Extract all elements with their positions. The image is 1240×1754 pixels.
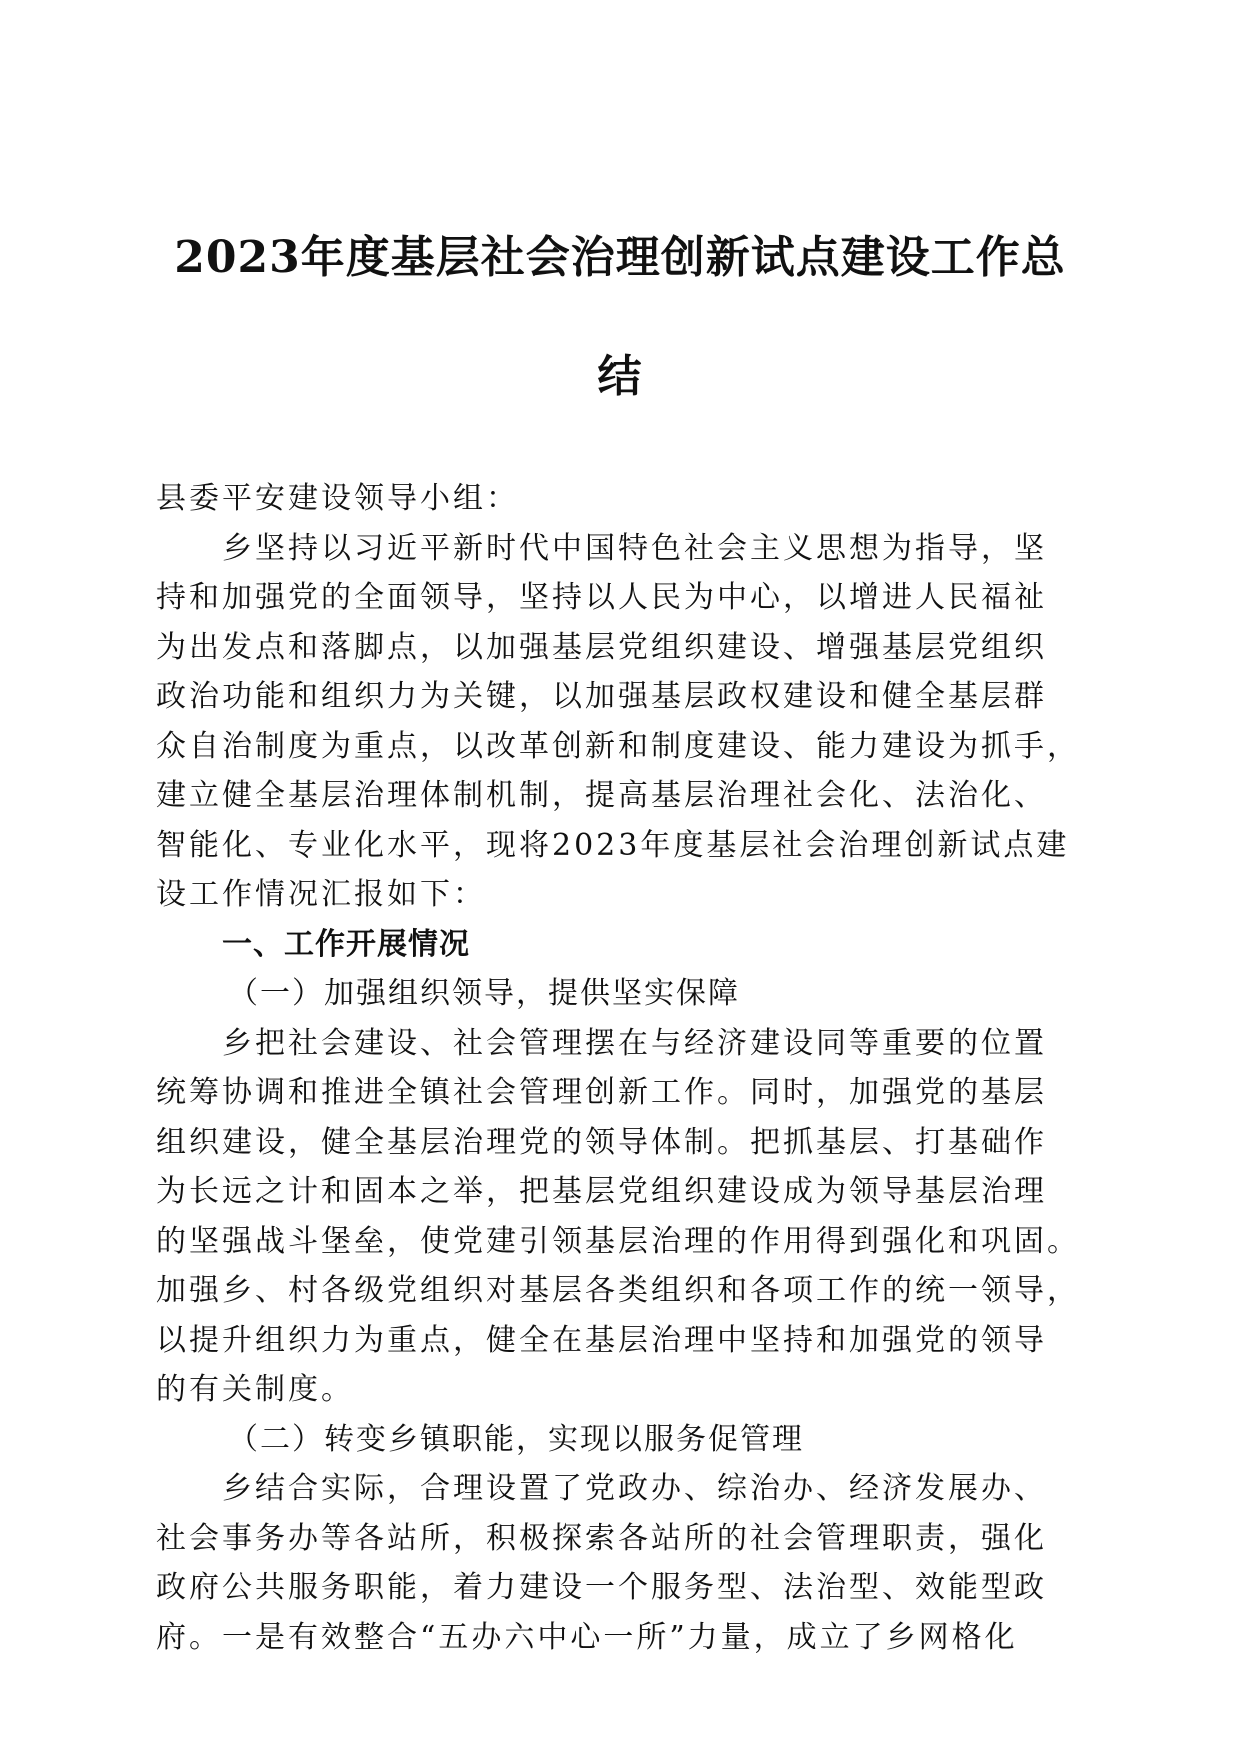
- paragraph-first-line: 乡结合实际，合理设置了党政办、综治办、经济发展办、: [222, 1471, 1047, 1506]
- paragraph-line: 建立健全基层治理体制机制，提高基层治理社会化、法治化、: [156, 778, 1047, 813]
- paragraph-line: 社会事务办等各站所，积极探索各站所的社会管理职责，强化: [156, 1520, 1047, 1556]
- paragraph-line: 持和加强党的全面领导，坚持以人民为中心，以增进人民福祉: [156, 580, 1047, 615]
- salutation: 县委平安建设领导小组：: [156, 481, 519, 516]
- document-body: [156, 474, 1080, 1662]
- paragraph-line: 的坚强战斗堡垒，使党建引领基层治理的作用得到强化和巩固。: [156, 1223, 1080, 1259]
- paragraph-line: 为出发点和落脚点，以加强基层党组织建设、增强基层党组织: [156, 629, 1047, 665]
- subsection-heading: （二）转变乡镇职能，实现以服务促管理: [228, 1421, 804, 1457]
- paragraph-first-line: 乡坚持以习近平新时代中国特色社会主义思想为指导，坚: [222, 530, 1047, 566]
- paragraph-line: 府。一是有效整合“五办六中心一所”力量，成立了乡网格化: [156, 1619, 1018, 1655]
- paragraph-line: 设工作情况汇报如下：: [156, 877, 486, 912]
- document-title-line-2: 结: [597, 351, 643, 402]
- paragraph-line: 组织建设，健全基层治理党的领导体制。把抓基层、打基础作: [156, 1124, 1047, 1160]
- paragraph-line: 加强乡、村各级党组织对基层各类组织和各项工作的统一领导，: [156, 1273, 1080, 1308]
- paragraph-line: 以提升组织力为重点，健全在基层治理中坚持和加强党的领导: [156, 1322, 1047, 1358]
- paragraph-line: 为长远之计和固本之举，把基层党组织建设成为领导基层治理: [156, 1174, 1047, 1209]
- paragraph-line: 政府公共服务职能，着力建设一个服务型、法治型、效能型政: [156, 1570, 1047, 1605]
- paragraph-line: 统筹协调和推进全镇社会管理创新工作。同时，加强党的基层: [156, 1075, 1047, 1110]
- section-heading: 一、工作开展情况: [222, 926, 470, 962]
- paragraph-line: 政治功能和组织力为关键，以加强基层政权建设和健全基层群: [156, 679, 1047, 714]
- document-title-line-1: 2023年度基层社会治理创新试点建设工作总: [174, 232, 1066, 283]
- subsection-heading: （一）加强组织领导，提供坚实保障: [228, 976, 740, 1011]
- paragraph-line: 众自治制度为重点，以改革创新和制度建设、能力建设为抓手，: [156, 728, 1080, 764]
- paragraph-line: 智能化、专业化水平，现将2023年度基层社会治理创新试点建: [156, 827, 1070, 863]
- paragraph-first-line: 乡把社会建设、社会管理摆在与经济建设同等重要的位置: [222, 1025, 1047, 1061]
- paragraph-line: 的有关制度。: [156, 1372, 354, 1407]
